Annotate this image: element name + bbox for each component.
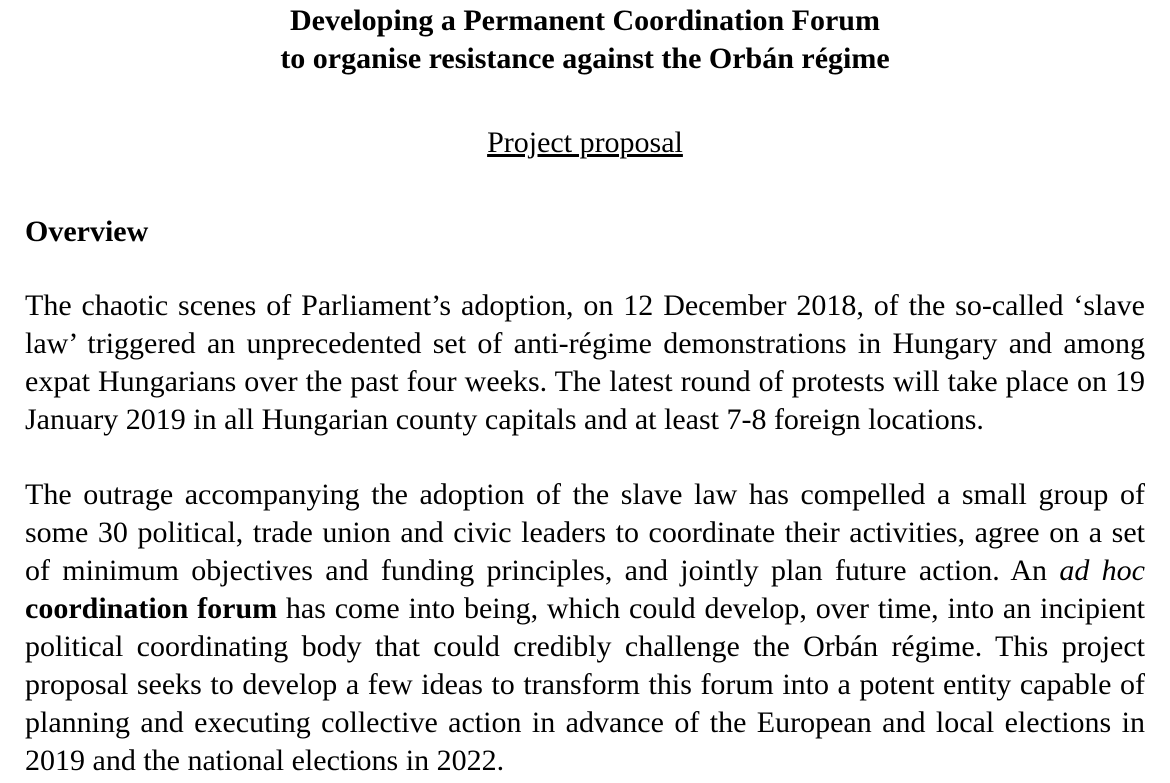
paragraph-2 xyxy=(25,476,1145,780)
subtitle-text: Project proposal xyxy=(487,126,683,159)
title-line-2: to organise resistance against the Orbán régime xyxy=(280,42,890,75)
title-line-1: Developing a Permanent Coordination Forum xyxy=(290,4,880,37)
text-segment-normal: has come into being, which could develop, over time, into an incipient political coordinating body that could credibly challenge the Orbán régime. This project proposal seeks to develop a few ideas to transform this forum into a potent entity capable of planning and executing collective action in advance of the European and local elections in 2019 and the national elections in 2022. xyxy=(25,592,1145,777)
text-segment-normal: The chaotic scenes of Parliament’s adoption, on 12 December 2018, of the so-called ‘slave law’ triggered an unprecedented set of anti-régime demonstrations in Hungary and among expat Hungarians over the past four weeks. The latest round of protests will take place on 19 January 2019 in all Hungarian county capitals and at least 7-8 foreign locations. xyxy=(25,289,1145,436)
text-segment-bold: coordination forum xyxy=(25,592,278,625)
section-heading-overview: Overview xyxy=(25,215,149,248)
paragraph-1 xyxy=(25,287,1145,439)
text-segment-normal: The outrage accompanying the adoption of the slave law has compelled a small group of some 30 political, trade union and civic leaders to coordinate their activities, agree on a set of minimum objectives and funding principles, and jointly plan future action. An xyxy=(25,478,1145,587)
document-title xyxy=(25,2,1145,78)
text-segment-italic: ad hoc xyxy=(1059,554,1145,587)
document-subtitle xyxy=(25,124,1145,162)
